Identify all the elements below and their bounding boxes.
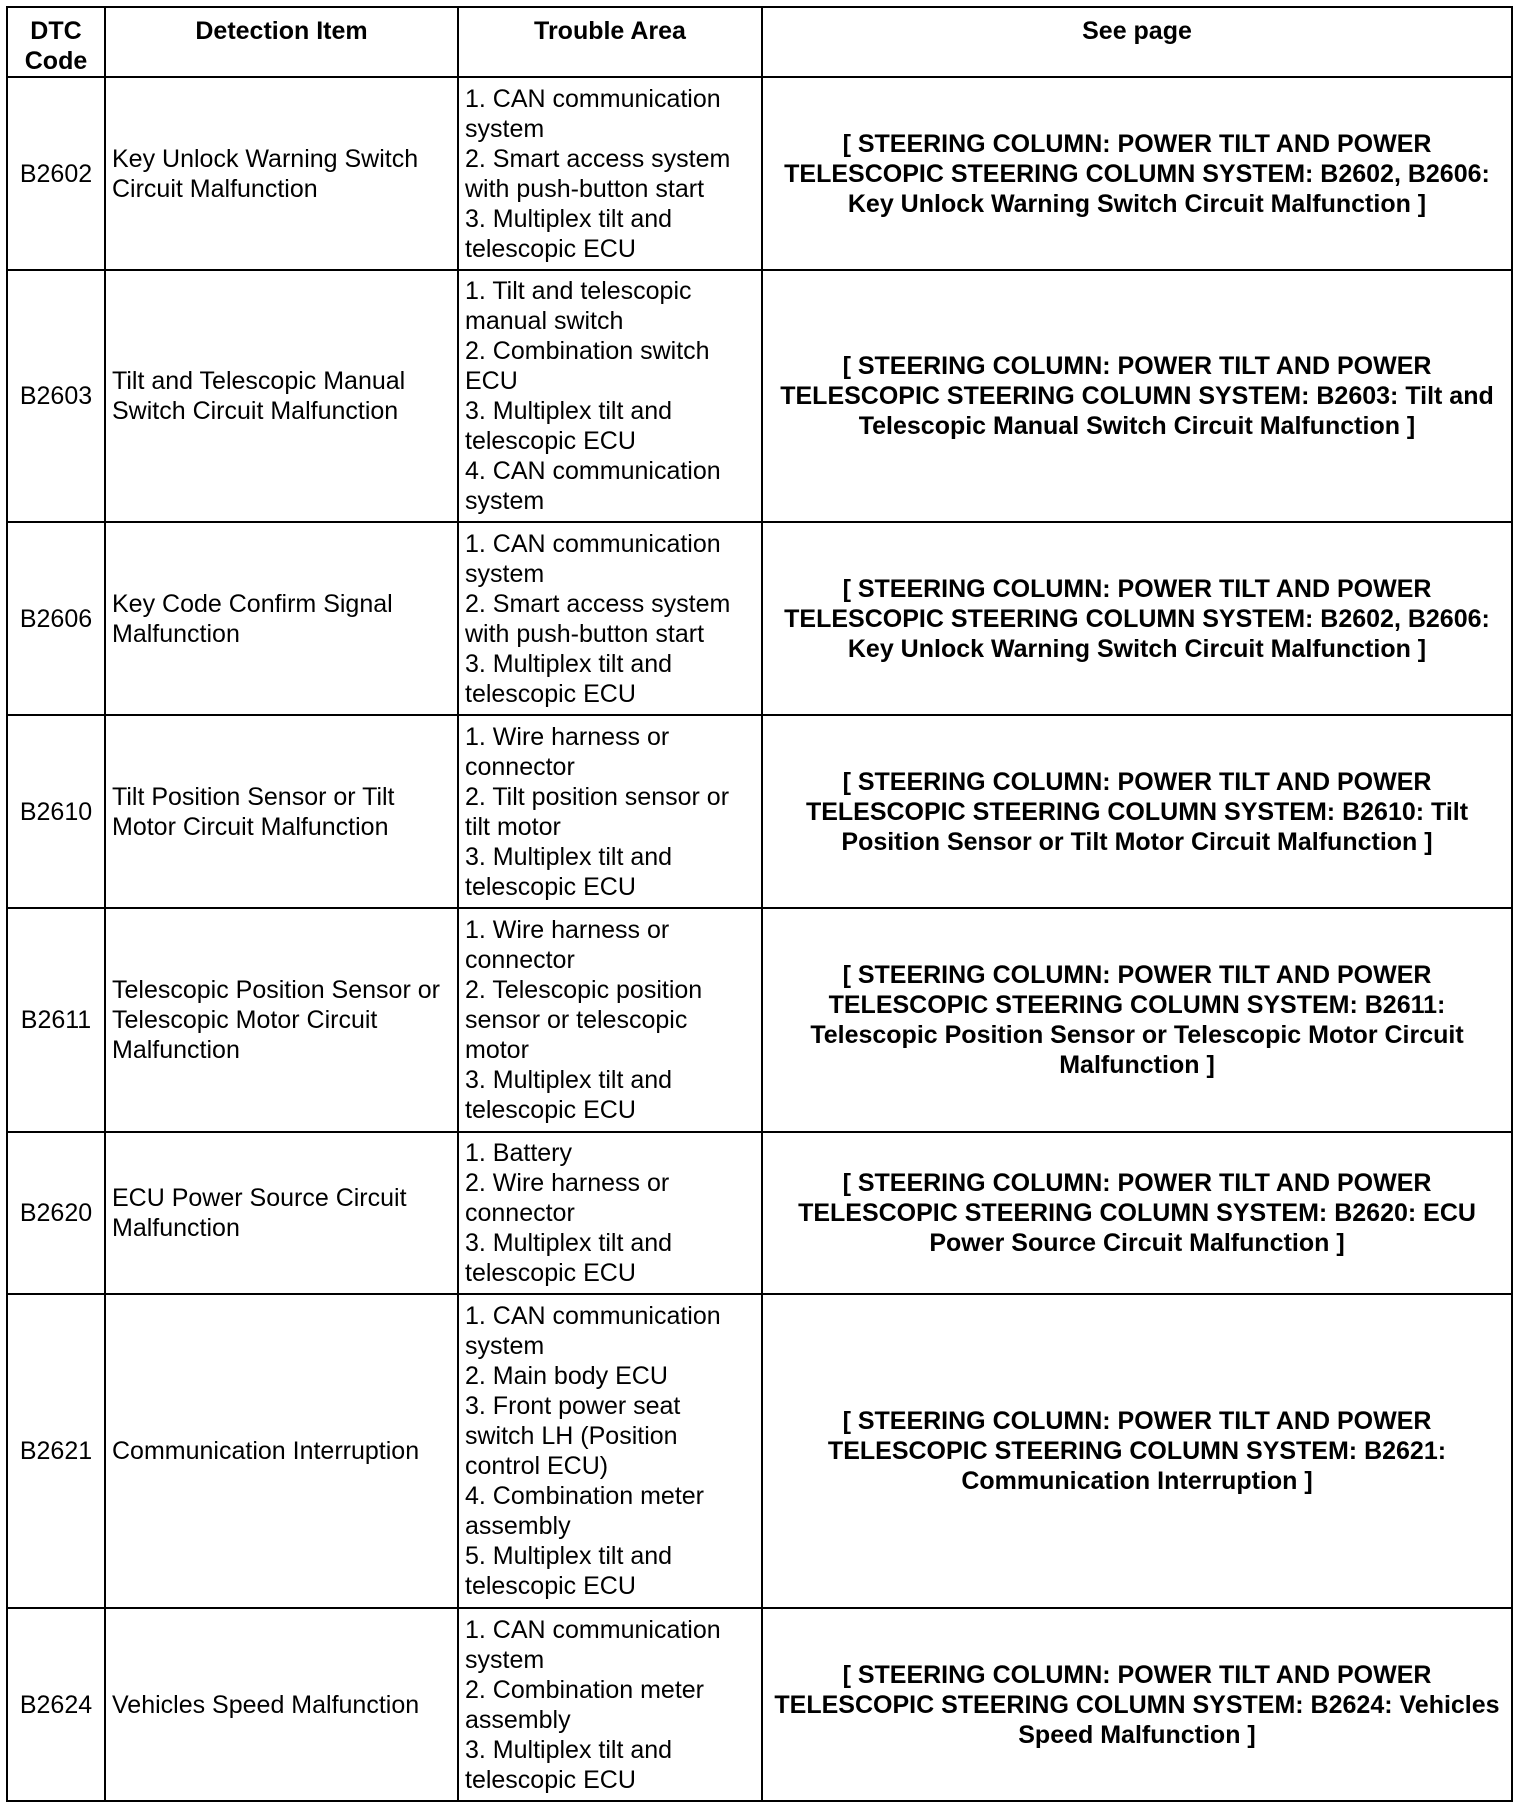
table-row [7, 1608, 1512, 1801]
table-body [7, 77, 1512, 1801]
trouble-area-cell [458, 908, 762, 1132]
detection-item-cell: Telescopic Position Sensor or Telescopic Motor Circuit Malfunction [105, 908, 458, 1132]
trouble-area-cell [458, 77, 762, 270]
trouble-area-item: 5. Multiplex tilt and telescopic ECU [465, 1542, 673, 1600]
see-page-reference-link[interactable]: [ STEERING COLUMN: POWER TILT AND POWER TELESCOPIC STEERING COLUMN SYSTEM: B2620: ECU Power Source Circuit Malfunction ] [762, 1132, 1512, 1294]
header-dtc-code: DTC Code [7, 7, 105, 77]
see-page-reference-link[interactable]: [ STEERING COLUMN: POWER TILT AND POWER TELESCOPIC STEERING COLUMN SYSTEM: B2624: Vehicles Speed Malfunction ] [762, 1608, 1512, 1801]
trouble-area-cell [458, 1608, 762, 1801]
see-page-reference-link[interactable]: [ STEERING COLUMN: POWER TILT AND POWER TELESCOPIC STEERING COLUMN SYSTEM: B2602, B2606: Key Unlock Warning Switch Circuit Malfunction ] [762, 522, 1512, 715]
trouble-area-item: 1. CAN communication system [465, 1302, 721, 1360]
trouble-area-item: 2. Combination switch ECU [465, 337, 710, 395]
trouble-area-item: 1. Wire harness or connector [465, 722, 670, 781]
table-row [7, 270, 1512, 522]
detection-item-cell: Communication Interruption [105, 1294, 458, 1608]
trouble-area-item: 3. Multiplex tilt and telescopic ECU [465, 1066, 673, 1124]
see-page-reference-link[interactable]: [ STEERING COLUMN: POWER TILT AND POWER TELESCOPIC STEERING COLUMN SYSTEM: B2611: Telescopic Position Sensor or Telescopic Motor Circuit Malfunction ] [762, 908, 1512, 1132]
table-row [7, 1132, 1512, 1294]
trouble-area-cell [458, 270, 762, 522]
trouble-area-item: 2. Main body ECU [465, 1362, 668, 1390]
trouble-area-item: 2. Wire harness or connector [465, 1169, 670, 1227]
detection-item-cell: Key Code Confirm Signal Malfunction [105, 522, 458, 715]
table-header-row [7, 7, 1512, 77]
trouble-area-item: 1. CAN communication system [465, 529, 721, 588]
table-row [7, 522, 1512, 715]
dtc-code-cell: B2620 [7, 1132, 105, 1294]
table-row [7, 1294, 1512, 1608]
trouble-area-item: 2. Smart access system with push-button start [465, 589, 731, 648]
trouble-area-cell [458, 715, 762, 908]
dtc-code-cell: B2602 [7, 77, 105, 270]
dtc-table [6, 6, 1513, 1802]
dtc-code-cell: B2606 [7, 522, 105, 715]
dtc-code-cell: B2603 [7, 270, 105, 522]
table-row [7, 908, 1512, 1132]
header-see-page: See page [762, 7, 1512, 77]
see-page-reference-link[interactable]: [ STEERING COLUMN: POWER TILT AND POWER TELESCOPIC STEERING COLUMN SYSTEM: B2621: Communication Interruption ] [762, 1294, 1512, 1608]
detection-item-cell: ECU Power Source Circuit Malfunction [105, 1132, 458, 1294]
trouble-area-cell [458, 1132, 762, 1294]
header-trouble-area: Trouble Area [458, 7, 762, 77]
trouble-area-item: 4. Combination meter assembly [465, 1482, 705, 1540]
dtc-code-cell: B2610 [7, 715, 105, 908]
trouble-area-item: 3. Multiplex tilt and telescopic ECU [465, 204, 673, 263]
trouble-area-item: 3. Multiplex tilt and telescopic ECU [465, 649, 673, 708]
trouble-area-item: 1. CAN communication system [465, 84, 721, 143]
see-page-reference-link[interactable]: [ STEERING COLUMN: POWER TILT AND POWER TELESCOPIC STEERING COLUMN SYSTEM: B2603: Tilt and Telescopic Manual Switch Circuit Malfunction ] [762, 270, 1512, 522]
table-row [7, 77, 1512, 270]
dtc-code-cell: B2611 [7, 908, 105, 1132]
trouble-area-item: 2. Tilt position sensor or tilt motor [465, 782, 730, 841]
see-page-reference-link[interactable]: [ STEERING COLUMN: POWER TILT AND POWER TELESCOPIC STEERING COLUMN SYSTEM: B2602, B2606: Key Unlock Warning Switch Circuit Malfunction ] [762, 77, 1512, 270]
trouble-area-item: 3. Multiplex tilt and telescopic ECU [465, 842, 673, 901]
see-page-reference-link[interactable]: [ STEERING COLUMN: POWER TILT AND POWER TELESCOPIC STEERING COLUMN SYSTEM: B2610: Tilt Position Sensor or Tilt Motor Circuit Malfunction ] [762, 715, 1512, 908]
trouble-area-cell [458, 1294, 762, 1608]
detection-item-cell: Key Unlock Warning Switch Circuit Malfunction [105, 77, 458, 270]
trouble-area-item: 2. Smart access system with push-button start [465, 144, 731, 203]
dtc-code-cell: B2621 [7, 1294, 105, 1608]
trouble-area-cell [458, 522, 762, 715]
table-row [7, 715, 1512, 908]
trouble-area-item: 1. Battery [465, 1139, 572, 1167]
detection-item-cell: Vehicles Speed Malfunction [105, 1608, 458, 1801]
trouble-area-item: 1. CAN communication system [465, 1615, 721, 1674]
document-page [6, 6, 1513, 1802]
trouble-area-item: 3. Front power seat switch LH (Position control ECU) [465, 1392, 681, 1480]
trouble-area-item: 2. Combination meter assembly [465, 1675, 705, 1734]
trouble-area-item: 3. Multiplex tilt and telescopic ECU [465, 1735, 673, 1794]
trouble-area-item: 1. Tilt and telescopic manual switch [465, 277, 692, 335]
header-detection-item: Detection Item [105, 7, 458, 77]
dtc-code-cell: B2624 [7, 1608, 105, 1801]
trouble-area-item: 3. Multiplex tilt and telescopic ECU [465, 1229, 673, 1287]
detection-item-cell: Tilt Position Sensor or Tilt Motor Circuit Malfunction [105, 715, 458, 908]
trouble-area-item: 3. Multiplex tilt and telescopic ECU [465, 397, 673, 455]
trouble-area-item: 2. Telescopic position sensor or telescopic motor [465, 976, 703, 1064]
detection-item-cell: Tilt and Telescopic Manual Switch Circuit Malfunction [105, 270, 458, 522]
trouble-area-item: 1. Wire harness or connector [465, 916, 670, 974]
trouble-area-item: 4. CAN communication system [465, 457, 721, 515]
